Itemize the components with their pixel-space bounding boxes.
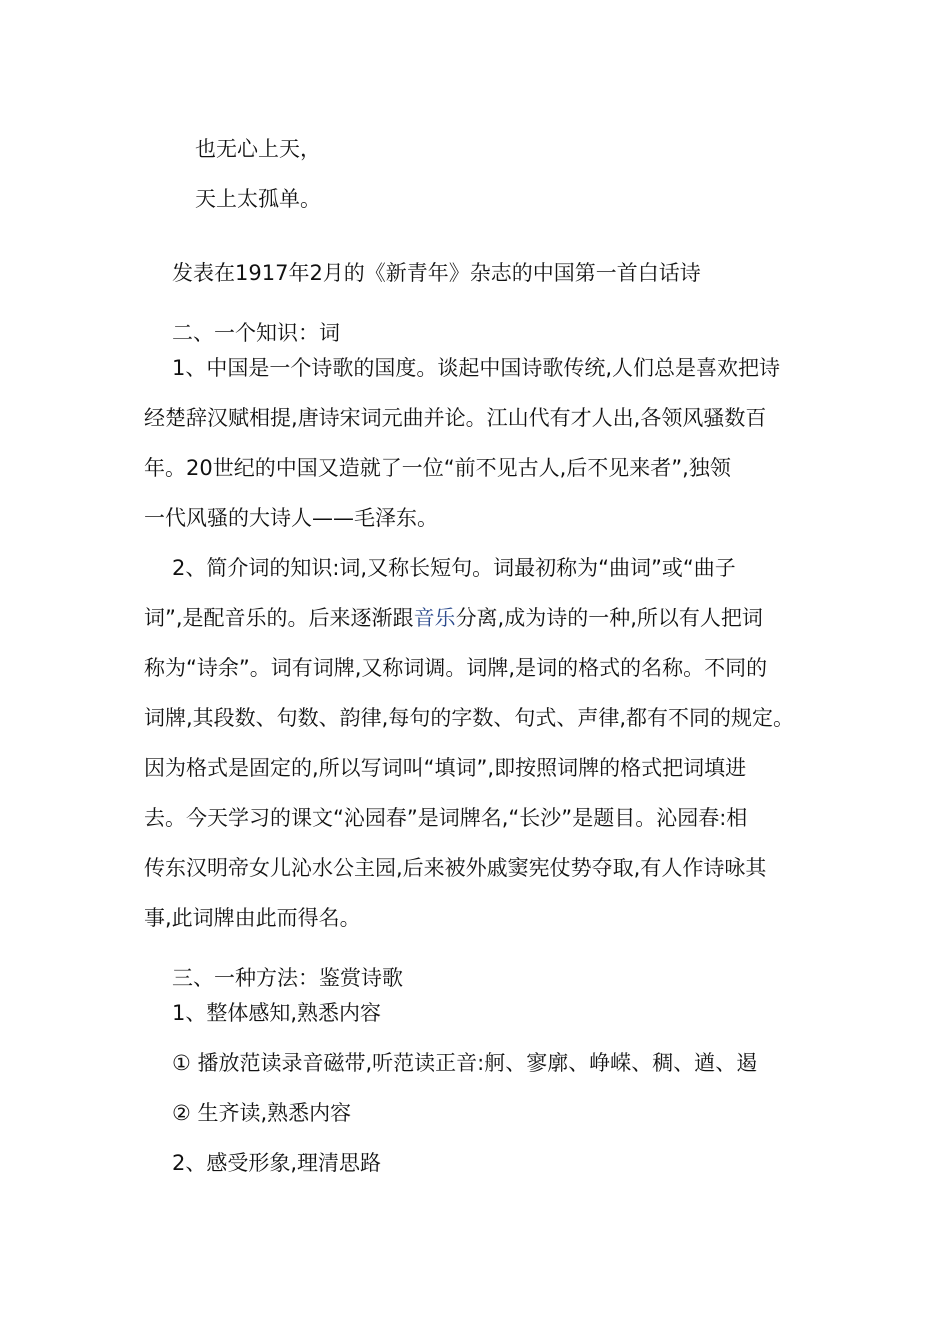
paragraph-1-line: 一代风骚的大诗人——毛泽东。: [144, 506, 438, 530]
paragraph-2-line: 2、简介词的知识:词,又称长短句。词最初称为“曲词”或“曲子: [172, 556, 736, 580]
section-3-heading: 三、一种方法：鉴赏诗歌: [172, 966, 403, 990]
paragraph-2-text: 词”,是配音乐的。后来逐渐跟: [144, 606, 414, 630]
paragraph-2-line: 去。今天学习的课文“沁园春”是词牌名,“长沙”是题目。沁园春:相: [144, 806, 748, 830]
paragraph-2-line: 称为“诗余”。词有词牌,又称词调。词牌,是词的格式的名称。不同的: [144, 656, 768, 680]
list-item: ② 生齐读,熟悉内容: [172, 1101, 352, 1125]
paragraph-2-line: 词牌,其段数、句数、韵律,每句的字数、句式、声律,都有不同的规定。: [144, 706, 795, 730]
paragraph-2-line: 事,此词牌由此而得名。: [144, 906, 361, 930]
paragraph-2-line: 传东汉明帝女儿沁水公主园,后来被外戚窦宪仗势夺取,有人作诗咏其: [144, 856, 767, 880]
paragraph-1-line: 年。20世纪的中国又造就了一位“前不见古人,后不见来者”,独领: [144, 456, 731, 480]
paragraph-1-line: 经楚辞汉赋相提,唐诗宋词元曲并论。江山代有才人出,各领风骚数百: [144, 406, 767, 430]
section-2-heading: 二、一个知识：词: [172, 321, 340, 345]
list-item: 1、整体感知,熟悉内容: [172, 1001, 382, 1025]
paragraph-2-line: 因为格式是固定的,所以写词叫“填词”,即按照词牌的格式把词填进: [144, 756, 747, 780]
music-link[interactable]: 音乐: [413, 606, 456, 630]
poem-line-2: 天上太孤单。: [195, 187, 321, 211]
paragraph-2-line: [144, 603, 763, 633]
poem-line-1: 也无心上天，: [195, 137, 321, 161]
paragraph-1-line: 1、中国是一个诗歌的国度。谈起中国诗歌传统,人们总是喜欢把诗: [172, 356, 781, 380]
list-item: 2、感受形象,理清思路: [172, 1151, 382, 1175]
paragraph-2-text: 分离,成为诗的一种,所以有人把词: [455, 606, 763, 630]
poem-source-note: 发表在1917年2月的《新青年》杂志的中国第一首白话诗: [172, 261, 701, 285]
list-item: ① 播放范读录音磁带,听范读正音:舸、寥廓、峥嵘、稠、遒、遏: [172, 1051, 758, 1075]
